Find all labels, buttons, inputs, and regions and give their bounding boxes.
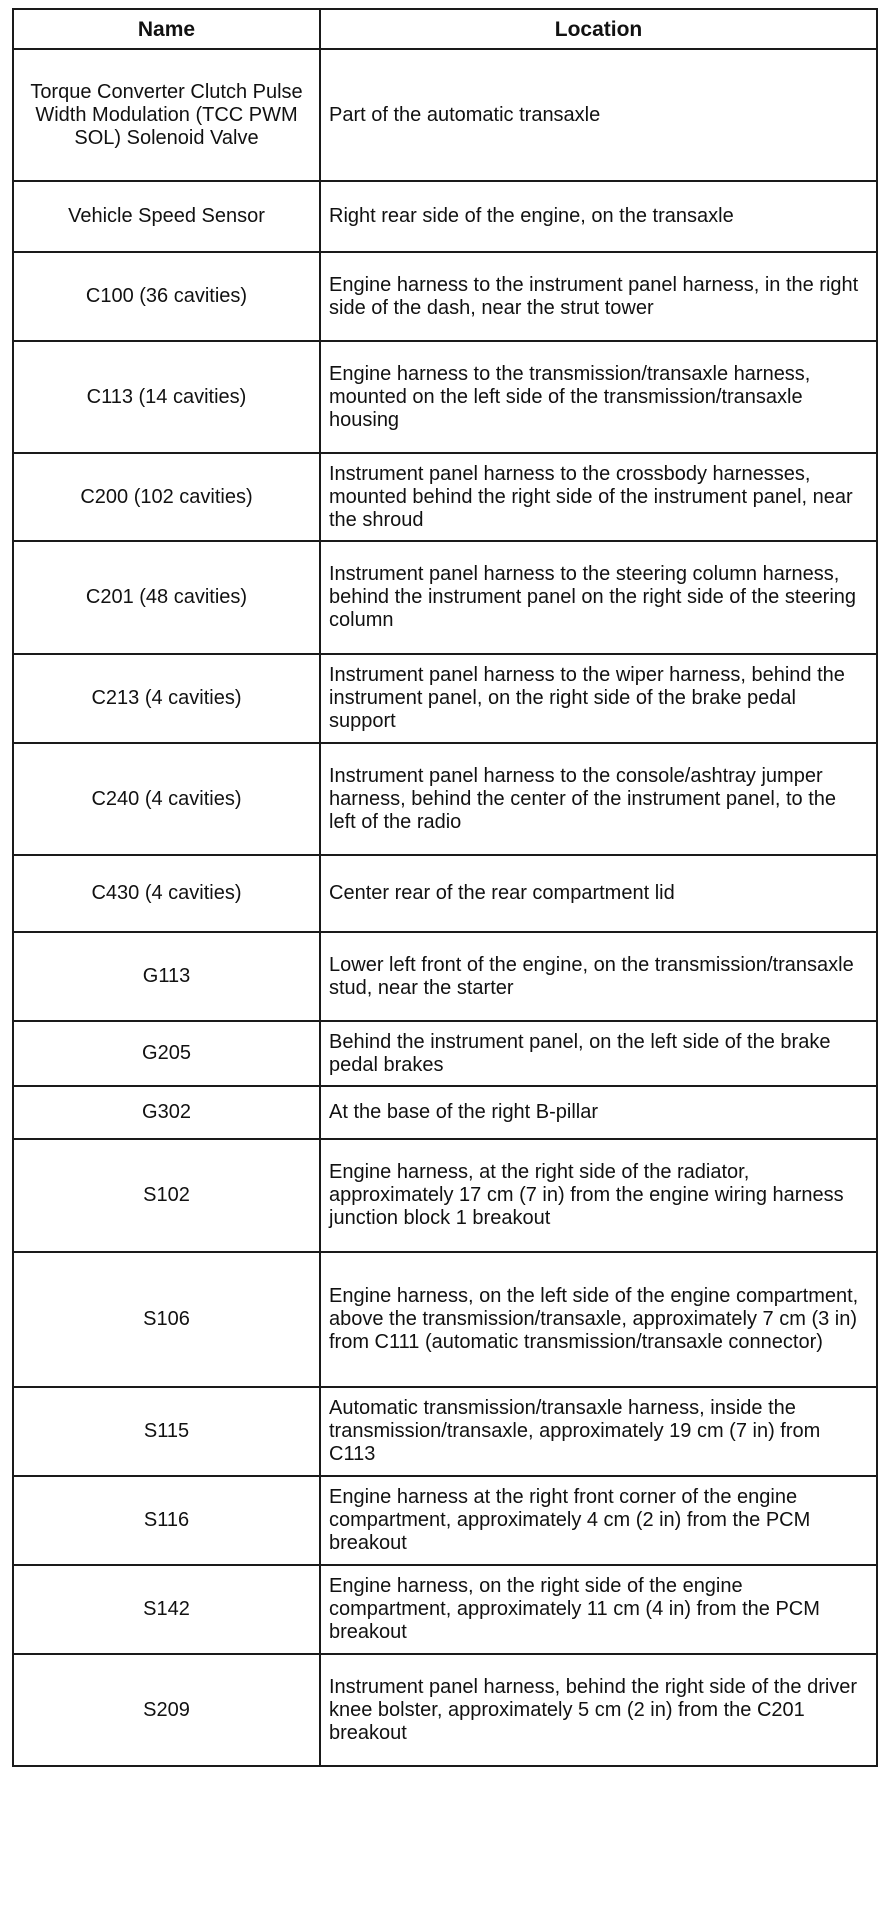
location-cell: Engine harness, on the right side of the engine compartment, approximately 11 cm (4 in) from the PCM breakout	[320, 1565, 877, 1654]
name-cell: S106	[13, 1252, 320, 1387]
name-cell: C201 (48 cavities)	[13, 541, 320, 654]
table-row	[13, 1139, 877, 1252]
name-cell: C200 (102 cavities)	[13, 453, 320, 541]
location-cell: Engine harness to the instrument panel harness, in the right side of the dash, near the strut tower	[320, 252, 877, 341]
column-header-location: Location	[320, 9, 877, 49]
location-cell: Engine harness, at the right side of the radiator, approximately 17 cm (7 in) from the engine wiring harness junction block 1 breakout	[320, 1139, 877, 1252]
table-row	[13, 1021, 877, 1086]
name-cell: C430 (4 cavities)	[13, 855, 320, 932]
table-row	[13, 1654, 877, 1766]
table-row	[13, 1387, 877, 1476]
table-row	[13, 1476, 877, 1565]
name-cell: G113	[13, 932, 320, 1021]
table-row	[13, 743, 877, 855]
name-cell: C213 (4 cavities)	[13, 654, 320, 743]
table-row	[13, 181, 877, 252]
name-cell: S115	[13, 1387, 320, 1476]
name-cell: C113 (14 cavities)	[13, 341, 320, 453]
table-row	[13, 855, 877, 932]
table-row	[13, 1252, 877, 1387]
table-row	[13, 341, 877, 453]
table-row	[13, 654, 877, 743]
location-cell: Engine harness, on the left side of the engine compartment, above the transmission/transaxle, approximately 7 cm (3 in) from C111 (automatic transmission/transaxle connector)	[320, 1252, 877, 1387]
name-cell: Torque Converter Clutch Pulse Width Modulation (TCC PWM SOL) Solenoid Valve	[13, 49, 320, 181]
name-cell: S102	[13, 1139, 320, 1252]
table-row	[13, 1086, 877, 1139]
location-cell: Center rear of the rear compartment lid	[320, 855, 877, 932]
name-cell: G302	[13, 1086, 320, 1139]
name-cell: S142	[13, 1565, 320, 1654]
location-cell: Instrument panel harness to the steering column harness, behind the instrument panel on the right side of the steering column	[320, 541, 877, 654]
table-row	[13, 49, 877, 181]
component-location-table	[12, 8, 878, 1767]
location-cell: Right rear side of the engine, on the transaxle	[320, 181, 877, 252]
location-cell: Engine harness at the right front corner of the engine compartment, approximately 4 cm (2 in) from the PCM breakout	[320, 1476, 877, 1565]
location-cell: Instrument panel harness to the console/ashtray jumper harness, behind the center of the instrument panel, to the left of the radio	[320, 743, 877, 855]
location-cell: Automatic transmission/transaxle harness, inside the transmission/transaxle, approximately 19 cm (7 in) from C113	[320, 1387, 877, 1476]
location-cell: Instrument panel harness to the crossbody harnesses, mounted behind the right side of the instrument panel, near the shroud	[320, 453, 877, 541]
column-header-name: Name	[13, 9, 320, 49]
table-header-row	[13, 9, 877, 49]
table-row	[13, 252, 877, 341]
location-cell: Instrument panel harness to the wiper harness, behind the instrument panel, on the right side of the brake pedal support	[320, 654, 877, 743]
name-cell: S116	[13, 1476, 320, 1565]
table-row	[13, 453, 877, 541]
table-row	[13, 541, 877, 654]
location-cell: Instrument panel harness, behind the right side of the driver knee bolster, approximately 5 cm (2 in) from the C201 breakout	[320, 1654, 877, 1766]
name-cell: G205	[13, 1021, 320, 1086]
location-cell: Lower left front of the engine, on the transmission/transaxle stud, near the starter	[320, 932, 877, 1021]
name-cell: Vehicle Speed Sensor	[13, 181, 320, 252]
location-cell: Engine harness to the transmission/transaxle harness, mounted on the left side of the transmission/transaxle housing	[320, 341, 877, 453]
name-cell: C240 (4 cavities)	[13, 743, 320, 855]
name-cell: C100 (36 cavities)	[13, 252, 320, 341]
location-cell: At the base of the right B-pillar	[320, 1086, 877, 1139]
location-cell: Part of the automatic transaxle	[320, 49, 877, 181]
name-cell: S209	[13, 1654, 320, 1766]
location-cell: Behind the instrument panel, on the left side of the brake pedal brakes	[320, 1021, 877, 1086]
table-row	[13, 932, 877, 1021]
table-row	[13, 1565, 877, 1654]
